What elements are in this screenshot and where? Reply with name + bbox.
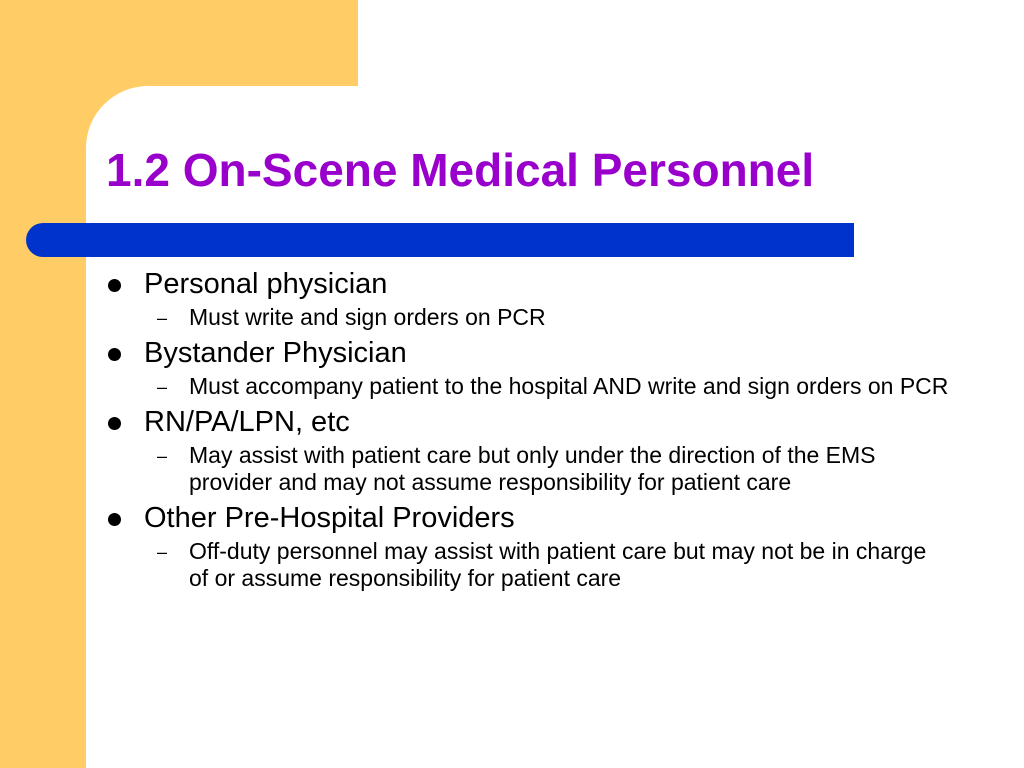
bullet-label: Bystander Physician	[144, 337, 407, 369]
sub-bullet-text: Must write and sign orders on PCR	[189, 304, 546, 330]
sub-bullet-list	[144, 304, 960, 331]
slide-title: 1.2 On-Scene Medical Personnel	[106, 144, 815, 196]
bullet-list	[100, 266, 960, 596]
sub-bullet-item	[144, 538, 960, 592]
sub-bullet-text: May assist with patient care but only under the direction of the EMS provider and may not assume responsibility for patient care	[189, 442, 876, 495]
bullet-dot-icon	[108, 513, 121, 526]
dash-icon: –	[157, 446, 168, 466]
bullet-label: Other Pre-Hospital Providers	[144, 502, 515, 534]
dash-icon: –	[157, 308, 168, 328]
dash-icon: –	[157, 542, 168, 562]
sub-bullet-list	[144, 373, 960, 400]
bullet-dot-icon	[108, 348, 121, 361]
sub-bullet-text: Off-duty personnel may assist with patient care but may not be in charge of or assume responsibility for patient care	[189, 538, 927, 591]
sub-bullet-text: Must accompany patient to the hospital AND write and sign orders on PCR	[189, 373, 949, 399]
sub-bullet-item	[144, 442, 960, 496]
sub-bullet-item	[144, 373, 960, 400]
bullet-item	[100, 500, 960, 592]
bullet-item	[100, 404, 960, 496]
sub-bullet-list	[144, 442, 960, 496]
bullet-label: RN/PA/LPN, etc	[144, 406, 350, 438]
bullet-item	[100, 335, 960, 400]
bullet-dot-icon	[108, 279, 121, 292]
title-underline-bar	[26, 223, 854, 257]
bullet-dot-icon	[108, 417, 121, 430]
bullet-item	[100, 266, 960, 331]
dash-icon: –	[157, 377, 168, 397]
sub-bullet-item	[144, 304, 960, 331]
sub-bullet-list	[144, 538, 960, 592]
bullet-label: Personal physician	[144, 268, 388, 300]
